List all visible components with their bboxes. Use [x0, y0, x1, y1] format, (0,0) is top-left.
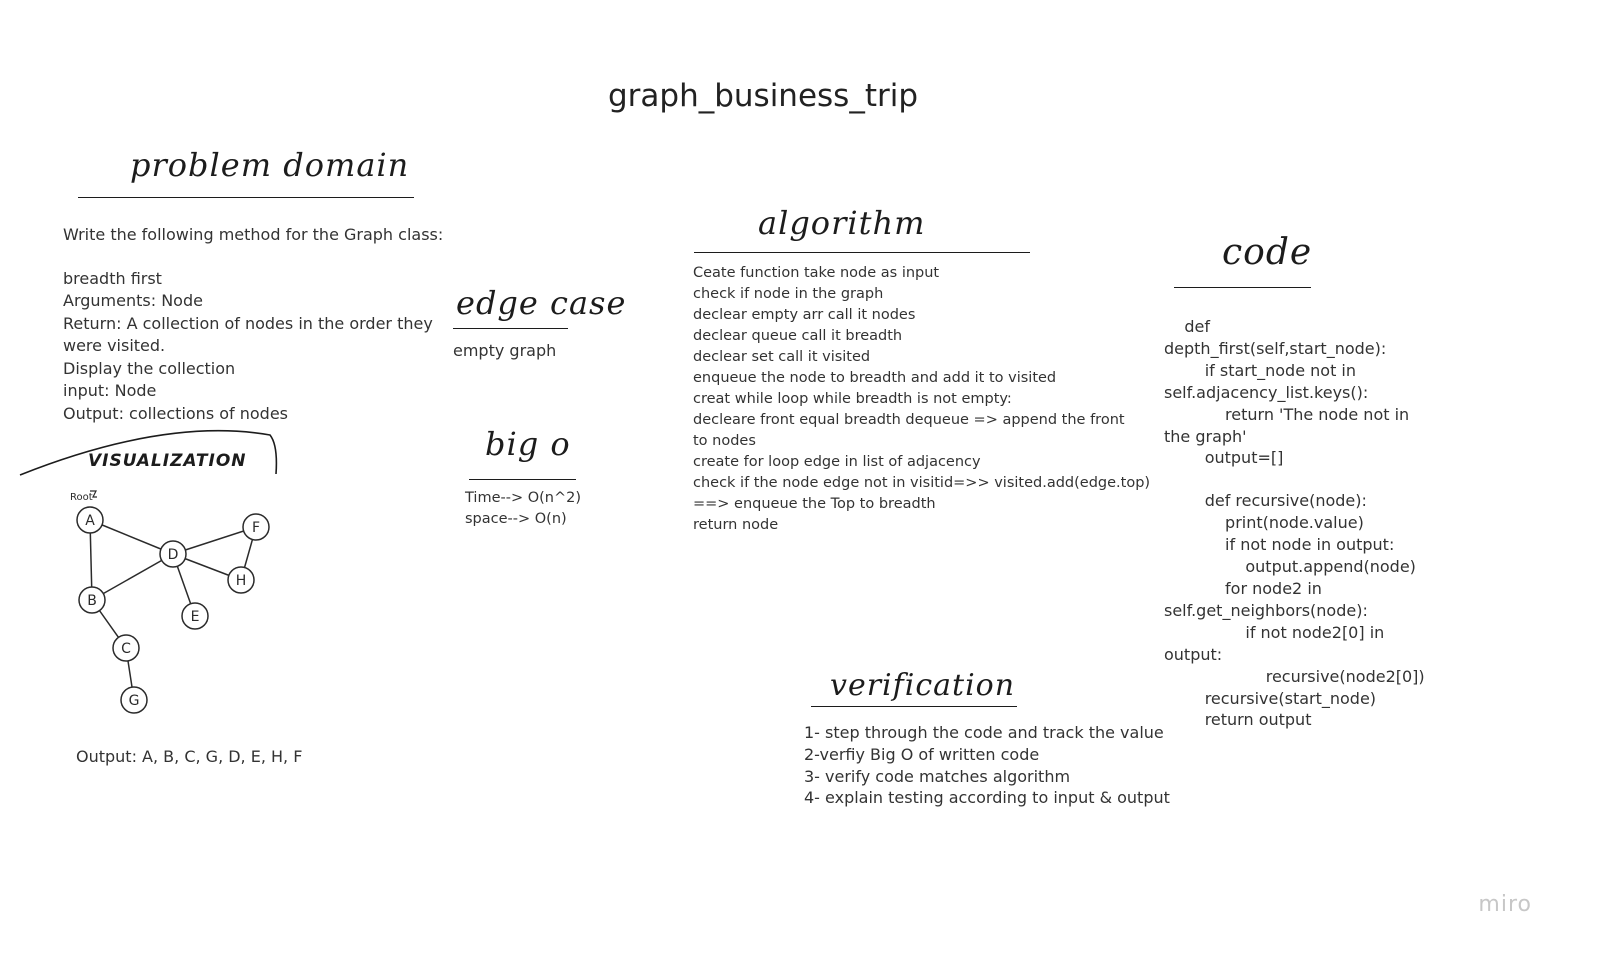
big-o-text [465, 488, 581, 530]
big-o-heading: big o [485, 425, 571, 463]
text-line: to nodes [693, 433, 756, 449]
text-line: self.adjacency_list.keys(): [1164, 382, 1369, 402]
text-line: check if the node edge not in visitid=>> visited.add(edge.top) [693, 475, 1151, 491]
algorithm-heading: algorithm [758, 204, 926, 242]
text-line: declear queue call it breadth [693, 328, 903, 344]
text-line: 1- step through the code and track the value [804, 723, 1164, 742]
text-line: return output [1164, 710, 1312, 730]
text-line: recursive(start_node) [1164, 688, 1377, 708]
text-line: Return: A collection of nodes in the order they [63, 313, 433, 333]
algorithm-underline [694, 252, 1030, 253]
visualization-heading: VISUALIZATION [88, 451, 247, 471]
text-line: the graph' [1164, 426, 1247, 446]
text-line: ==> enqueue the Top to breadth [693, 496, 936, 512]
graph-node-B [79, 587, 105, 613]
problem-domain-text [63, 224, 443, 425]
text-line: 4- explain testing according to input & output [804, 788, 1170, 808]
text-line: if start_node not in [1164, 360, 1357, 380]
code-text [1164, 316, 1425, 731]
graph-edge-B-D [92, 554, 173, 600]
text-line: output=[] [1164, 448, 1284, 468]
miro-logo: miro [1478, 892, 1532, 917]
text-line: output.append(node) [1164, 557, 1416, 577]
text-line: create for loop edge in list of adjacency [693, 454, 981, 470]
text-line: Display the collection [63, 358, 236, 378]
graph-node-C [113, 635, 139, 661]
text-line [1164, 469, 1425, 490]
verification-text [804, 722, 1170, 809]
text-line: return node [693, 517, 779, 533]
text-line: were visited. [63, 336, 166, 355]
text-line: creat while loop while breadth is not empty: [693, 391, 1012, 407]
edge-case-heading: edge case [456, 284, 627, 322]
graph-node-label: E [190, 609, 200, 625]
text-line: return 'The node not in [1164, 404, 1410, 424]
graph-node-label: B [87, 593, 97, 609]
root-label: Root [70, 492, 93, 503]
code-heading: code [1222, 232, 1313, 273]
text-line: Write the following method for the Graph class: [63, 225, 444, 244]
verification-underline [811, 706, 1017, 707]
graph-node-F [243, 514, 269, 540]
text-line: if not node2[0] in [1164, 622, 1385, 642]
text-line: for node2 in [1164, 578, 1322, 598]
graph-node-label: F [251, 520, 261, 536]
text-line: depth_first(self,start_node): [1164, 338, 1387, 358]
verification-heading: verification [830, 668, 1016, 703]
text-line: input: Node [63, 381, 157, 400]
graph-node-label: G [128, 693, 140, 709]
problem-domain-heading: problem domain [130, 146, 410, 184]
text-line: Ceate function take node as input [693, 265, 940, 281]
big-o-underline [469, 479, 576, 480]
graph-node-D [160, 541, 186, 567]
text-line: check if node in the graph [693, 286, 884, 302]
text-line: output: [1164, 644, 1223, 664]
text-line: print(node.value) [1164, 513, 1364, 533]
text-line: if not node in output: [1164, 535, 1395, 555]
graph-node-label: A [85, 513, 95, 529]
text-line: declear empty arr call it nodes [693, 307, 916, 323]
text-line: declear set call it visited [693, 349, 871, 365]
text-line: Time--> O(n^2) [465, 490, 581, 506]
graph-node-G [121, 687, 147, 713]
text-line: space--> O(n) [465, 511, 567, 527]
graph-node-label: C [121, 641, 131, 657]
edge-case-text: empty graph [453, 341, 557, 360]
edge-case-underline [453, 328, 568, 329]
text-line: breadth first [63, 268, 162, 288]
text-line: def [1164, 317, 1210, 336]
code-underline [1174, 287, 1311, 288]
graph-output: Output: A, B, C, G, D, E, H, F [76, 747, 303, 766]
graph-node-label: D [167, 547, 179, 563]
text-line: Arguments: Node [63, 291, 203, 310]
text-line: enqueue the node to breadth and add it to visited [693, 370, 1057, 386]
board-title: graph_business_trip [607, 78, 919, 114]
text-line: decleare front equal breadth dequeue => append the front [693, 412, 1125, 428]
text-line: self.get_neighbors(node): [1164, 600, 1368, 620]
text-line [63, 247, 443, 268]
algorithm-text [693, 263, 1150, 536]
graph-node-A [77, 507, 103, 533]
graph-diagram [60, 485, 290, 725]
text-line: def recursive(node): [1164, 491, 1367, 511]
problem-domain-underline [78, 197, 414, 198]
graph-node-E [182, 603, 208, 629]
graph-node-label: H [235, 573, 247, 589]
text-line: Output: collections of nodes [63, 403, 289, 423]
text-line: recursive(node2[0]) [1164, 666, 1425, 686]
text-line: 2-verfiy Big O of written code [804, 744, 1040, 764]
text-line: 3- verify code matches algorithm [804, 766, 1071, 786]
graph-node-H [228, 567, 254, 593]
